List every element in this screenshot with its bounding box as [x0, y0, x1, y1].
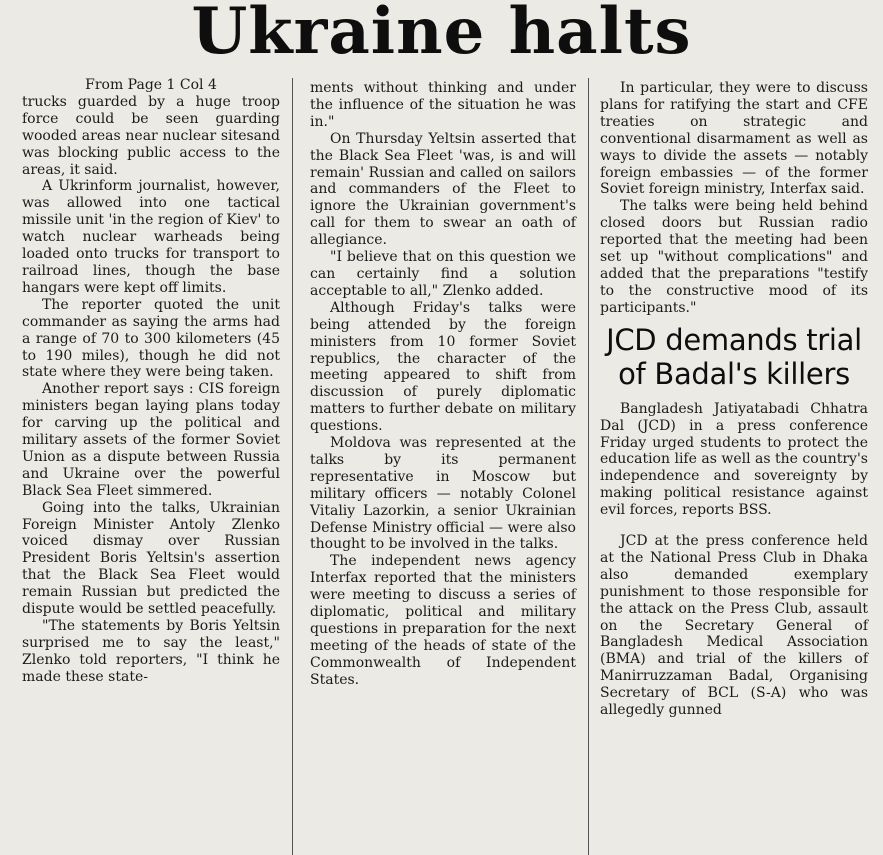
column-3 — [600, 80, 868, 719]
paragraph: "The statements by Boris Yeltsin surprised me to say the least," Zlenko told reporters, "I think he made these state- — [22, 618, 280, 685]
subheadline-line: JCD demands trial — [606, 322, 862, 357]
paragraph: The reporter quoted the unit commander as saying the arms had a range of 70 to 300 kilometers (45 to 190 miles), though he did not state where they were being taken. — [22, 296, 280, 381]
column-rule-2 — [588, 78, 589, 855]
column-2 — [310, 80, 576, 689]
subheadline-line: of Badal's killers — [618, 356, 850, 391]
subheadline — [600, 323, 868, 391]
paragraph: On Thursday Yeltsin asserted that the Black Sea Fleet 'was, is and will remain' Russian and called on sailors and commanders of the Fleet to ignore the Ukrainian government's call for them to swear an oath of allegiance. — [310, 130, 576, 249]
paragraph: JCD at the press conference held at the National Press Club in Dhaka also demanded exemplary punishment to those responsible for the attack on the Press Club, assault on the Secretary General of Bangladesh Medical Association (BMA) and trial of the killers of Manirruzzaman Badal, Organising Secretary of BCL (S-A) who was allegedly gunned — [600, 533, 868, 719]
paragraph: In particular, they were to discuss plans for ratifying the start and CFE treaties on strategic and conventional disarmament as well as ways to divide the assets — notably foreign embassies — of the former Soviet foreign ministry, Interfax said. — [600, 80, 868, 198]
paragraph: trucks guarded by a huge troop force could be seen guarding wooded areas near nuclear sitesand was blocking public access to the areas, it said. — [22, 93, 280, 178]
paragraph: A Ukrinform journalist, however, was allowed into one tactical missile unit 'in the region of Kiev' to watch nuclear warheads being loaded onto trucks for transport to railroad lines, though the base hangars were kept off limits. — [22, 178, 280, 296]
paragraph: "I believe that on this question we can certainly find a solution acceptable to all," Zlenko added. — [310, 249, 576, 299]
paragraph: Moldova was represented at the talks by its permanent representative in Moscow but military officers — notably Colonel Vitaliy Lazorkin, a senior Ukrainian Defense Ministry official — were also thought to be involved in the talks. — [310, 435, 576, 553]
paragraph: The independent news agency Interfax reported that the ministers were meeting to discuss a series of diplomatic, political and military questions in preparation for the next meeting of the heads of state of the Commonwealth of Independent States. — [310, 553, 576, 688]
dateline: From Page 1 Col 4 — [85, 77, 217, 93]
paragraph: The talks were being held behind closed doors but Russian radio reported that the meeting had been set up "without complications" and added that the preparations "testify to the constructive mood of its participants." — [600, 198, 868, 316]
paragraph: ments without thinking and under the influence of the situation he was in." — [310, 80, 576, 130]
headline: Ukraine halts — [191, 0, 692, 69]
paragraph: Although Friday's talks were being attended by the foreign ministers from 10 former Soviet republics, the character of the meeting appeared to shift from discussion of purely diplomatic matters to further debate on military questions. — [310, 299, 576, 435]
paragraph: Bangladesh Jatiyatabadi Chhatra Dal (JCD) in a press conference Friday urged students to protect the education life as well as the country's independence and sovereignty by making political resistance against evil forces, reports BSS. — [600, 400, 868, 519]
column-rule-1 — [292, 78, 293, 855]
paragraph: Another report says : CIS foreign ministers began laying plans today for carving up the political and military assets of the former Soviet Union as a dispute between Russia and Ukraine over the powerful Black Sea Fleet simmered. — [22, 381, 280, 499]
column-1 — [22, 77, 280, 686]
paragraph: Going into the talks, Ukrainian Foreign Minister Antoly Zlenko voiced dismay over Russian President Boris Yeltsin's assertion that the Black Sea Fleet would remain Russian but predicted the dispute would be settled peacefully. — [22, 499, 280, 618]
